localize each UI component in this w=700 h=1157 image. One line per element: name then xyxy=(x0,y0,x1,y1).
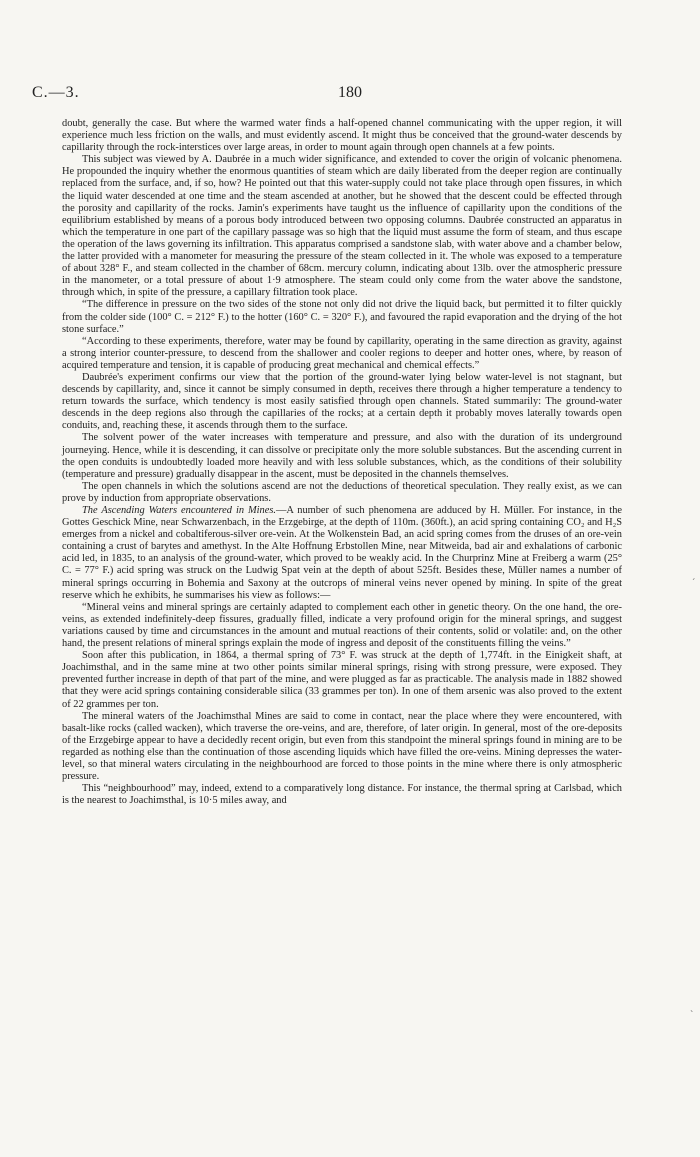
page-reference: C.—3. xyxy=(32,84,80,101)
paragraph: The open channels in which the solutions ascend are not the deductions of theoretical speculation. They really exist, as we can prove by induction from appropriate observations. xyxy=(62,480,622,504)
paragraph: The solvent power of the water increases with temperature and pressure, and also with the duration of its underground journeying. Hence, while it is descending, it can dissolve or precipitate only the more soluble substances. But the ascending current in the open conduits is undoubtedly loaded more heavily and with less soluble substances, which, as the conditions of their solubility (temperature and pressure) gradually disappear in the ascent, must be deposited in the channels themselves. xyxy=(62,432,622,480)
body-text xyxy=(62,118,622,807)
paragraph: Daubrée's experiment confirms our view that the portion of the ground-water lying below water-level is not stagnant, but descends by capillarity, and, since it cannot be simply consumed in depth, receives there through a higher temperature a tendency to return towards the surface, which tendency is most easily satisfied through open channels. Stated summarily: The ground-water descends in the deep regions also through the capillaries of the rocks; at a certain depth it probably moves laterally towards open conduits, and, reaching these, it ascends through them to the surface. xyxy=(62,371,622,432)
paragraph: This subject was viewed by A. Daubrée in a much wider significance, and extended to cover the origin of volcanic phenomena. He propounded the inquiry whether the enormous quantities of steam which are daily liberated from the deeper region are continually replaced from the surface, and, if so, how? He pointed out that this water-supply could not take place through open fissures, in which the liquid water descended at one time and the steam ascended at another, but he showed that the descent could be effected through the porosity and capillarity of the rocks. Jamin's experiments have taught us the influence of capillarity upon the conditions of the equilibrium established by means of a porous body introduced between two opposing columns. Daubrée constructed an apparatus in which the temperature in one part of the capillary passage was so high that the liquid must assume the form of steam, and thus escape the operation of the laws governing its infiltration. This apparatus comprised a sandstone slab, with water above and a chamber below, the latter provided with a manometer for measuring the pressure of the steam collected in it. The whole was exposed to a temperature of about 328° F., and steam collected in the chamber of 68cm. mercury column, indicating about 13lb. over the atmospheric pressure in the manometer, or a total pressure of about 1·9 atmosphere. The steam could only come from the water above the sandstone, through which, in spite of the pressure, a capillary filtration took place. xyxy=(62,154,622,299)
page-number: 180 xyxy=(338,84,362,101)
paragraph: “The difference in pressure on the two sides of the stone not only did not drive the liquid back, but permitted it to filter quickly from the colder side (100° C. = 212° F.) to the hotter (160° C. = 320° F.), and favoured the rapid evaporation and the drying of the hot stone surface.” xyxy=(62,299,622,335)
paragraph: This “neighbourhood” may, indeed, extend to a comparatively long distance. For instance, the thermal spring at Carlsbad, which is the nearest to Joachimsthal, is 10·5 miles away, and xyxy=(62,783,622,807)
paragraph: The mineral waters of the Joachimsthal Mines are said to come in contact, near the place where they were encountered, with basalt-like rocks (called wacken), which traverse the ore-veins, and are, therefore, of later origin. In general, most of the ore-deposits of the Erzgebirge appear to have a decidedly recent origin, but even from this standpoint the mineral springs found in mining are to be regarded as nothing else than the continuation of those ascending liquids which have filled the ore-veins. Mining depresses the water-level, so that mineral waters circulating in the neighbourhood are forced to those points in the mine where there is only atmospheric pressure. xyxy=(62,710,622,783)
margin-tick: ˋ xyxy=(690,1010,694,1021)
paragraph: doubt, generally the case. But where the warmed water finds a half-opened channel communicating with the upper region, it will experience much less friction on the walls, and must evidently ascend. It might thus be conceived that the ground-water descends by capillarity through the rock-interstices over large areas, in order to mount again through open channels at a few points. xyxy=(62,118,622,154)
page-header xyxy=(0,84,700,106)
section-heading: The Ascending Waters encountered in Mines. xyxy=(82,505,276,516)
margin-tick: ˊ xyxy=(692,578,696,589)
paragraph: Soon after this publication, in 1864, a thermal spring of 73° F. was struck at the depth of 1,774ft. in the Einigkeit shaft, at Joachimsthal, and in the same mine at two other points similar mineral springs, rising with strong pressure, were exposed. They prevented further increase in depth of that part of the mine, and were plugged as far as practicable. The analysis made in 1882 showed that they were acid springs containing considerable silica (33 grammes per ton). In one of them arsenic was also proved to the extent of 22 grammes per ton. xyxy=(62,650,622,710)
section-intro: —A number of such phenomena are adduced by H. Müller. For instance, in the Gottes Geschick Mine, near Schwarzenbach, in the Erzgebirge, at the depth of 110m. (360ft.), an acid spring containing CO₂ and H₂S emerges from a nickel and cobaltiferous-silver ore-vein. At the Wolkenstein Bad, an acid spring comes from the druses of an ore-vein containing a crust of barytes and amethyst. In the Alte Hoffnung Erbstollen Mine, near Mitweida, bad air and exhalations of carbonic acid led, in 1835, to an analysis of the ground-water, which proved to be weakly acid. In the Churprinz Mine at Freiberg a warm (25° C. = 77° F.) acid spring was struck on the Ludwig Spat vein at the depth of about 525ft. Besides these, Müller names a number of mineral springs occurring in Bohemia and Saxony at the outcrops of mineral veins never opened by mining. In spite of the great reserve which he exhibits, he summarises his view as follows:— xyxy=(62,505,622,601)
paragraph: “Mineral veins and mineral springs are certainly adapted to complement each other in genetic theory. On the one hand, the ore-veins, as extended indefinitely-deep fissures, gradually filled, indicate a very profound origin for the mineral springs, and suggest variations caused by time and circumstances in the amount and mutual reactions of their contents, solid or volatile: and, on the other hand, the present relations of mineral springs explain the mode of ingress and deposit of the constituents filling the veins.” xyxy=(62,601,622,650)
section-paragraph xyxy=(62,505,622,602)
paragraph: “According to these experiments, therefore, water may be found by capillarity, operating in the same direction as gravity, against a strong interior counter-pressure, to descend from the shallower and cooler regions to deeper and hotter ones, where, by reason of acquired temperature and tension, it is capable of producing great mechanical and chemical effects.” xyxy=(62,335,622,371)
